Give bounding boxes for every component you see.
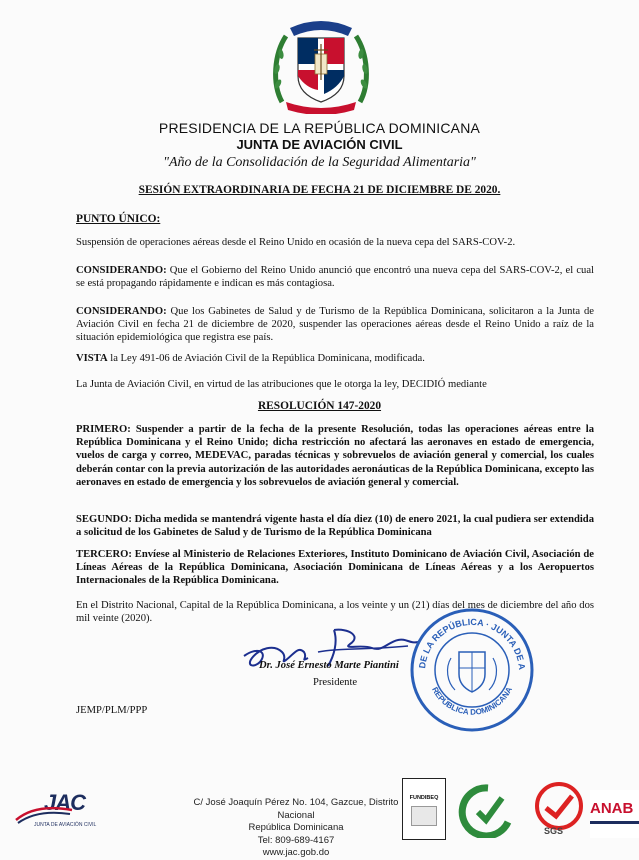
header-junta: JUNTA DE AVIACIÓN CIVIL <box>236 137 403 152</box>
anab-badge <box>590 790 639 838</box>
sgs-label: SGS <box>544 826 564 836</box>
header-motto: "Año de la Consolidación de la Seguridad Alimentaria" <box>163 155 476 170</box>
vista-text: la Ley 491-06 de Aviación Civil de la República Dominicana, modificada. <box>107 353 425 364</box>
footer-phone: Tel: 809-689-4167 <box>257 834 335 846</box>
stamp-bottom-text: REPÚBLICA DOMINICANA <box>430 685 514 717</box>
footer-contact <box>176 797 416 860</box>
vista-label: VISTA <box>76 353 108 364</box>
stamp-top-text: DE LA REPÚBLICA · JUNTA DE A <box>417 616 527 670</box>
jac-logo-subtitle: JUNTA DE AVIACIÓN CIVIL <box>34 822 97 828</box>
footer-address: C/ José Joaquín Pérez No. 104, Gazcue, Distrito Nacional <box>193 797 399 821</box>
anab-label: ANAB <box>590 800 634 817</box>
vista <box>76 352 594 365</box>
decidio-text: La Junta de Aviación Civil, en virtud de las atribuciones que le otorga la ley, DECIDIÓ mediante <box>76 379 487 390</box>
considerando-2-label: CONSIDERANDO: <box>76 306 167 317</box>
document-initials: JEMP/PLM/PPP <box>76 705 148 716</box>
resolucion-title: RESOLUCIÓN 147-2020 <box>257 400 382 412</box>
article-tercero: TERCERO: Envíese al Ministerio de Relaciones Exteriores, Instituto Dominicano de Aviación Civil, Asociación de Líneas Aéreas de la República Dominicana, Asociación Dominicana de Líneas Aéreas y a los Aeropuertos Internacionales de la República Dominicana. <box>76 549 594 587</box>
article-segundo: SEGUNDO: Dicha medida se mantendrá vigente hasta el día diez (10) de enero 2021, la cual pudiera ser extendida a solicitud de los Gabinetes de Salud y de Turismo de la República Dominicana <box>76 514 594 539</box>
svg-text:PRESIDENCIA DE LA REPÚBLICA · <box>407 606 527 671</box>
quality-logo <box>458 782 514 838</box>
footer-website[interactable]: www.jac.gob.do <box>262 847 330 858</box>
sgs-badge <box>532 782 586 838</box>
considerando-1 <box>76 264 594 290</box>
jac-logo <box>14 790 104 836</box>
official-stamp <box>407 606 537 734</box>
fundibeq-badge <box>402 778 446 840</box>
header-presidencia: PRESIDENCIA DE LA REPÚBLICA DOMINICANA <box>158 120 481 136</box>
session-title: SESIÓN EXTRAORDINARIA DE FECHA 21 DE DICIEMBRE DE 2020. <box>138 184 501 196</box>
considerando-2 <box>76 305 594 345</box>
considerando-1-text: Que el Gobierno del Reino Unido anunció que encontró una nueva cepa del SARS-COV-2, el cual se está propagando rápidamente e indican es más contagiosa. <box>76 265 594 290</box>
considerando-2-text: Que los Gabinetes de Salud y de Turismo de la República Dominicana, solicitaron a la Junta de Aviación Civil en fecha 21 de diciembre de 2020, suspender las operaciones aéreas desde el Reino Unido a raíz de la situación epidemiológica que registra ese país. <box>76 306 594 344</box>
punto-unico-text: Suspensión de operaciones aéreas desde el Reino Unido en ocasión de la nueva cepa del SARS-COV-2. <box>76 237 516 248</box>
considerando-1-label: CONSIDERANDO: <box>76 265 167 276</box>
punto-unico-heading: PUNTO ÚNICO: <box>76 213 161 225</box>
signatory-title: Presidente <box>313 677 358 688</box>
footer-country: República Dominicana <box>248 822 344 833</box>
coat-of-arms <box>268 14 374 114</box>
fundibeq-label: FUNDIBEQ <box>409 795 439 801</box>
article-primero: PRIMERO: Suspender a partir de la fecha de la presente Resolución, todas las operaciones aéreas entre la República Dominicana y el Reino Unido; dicha restricción no afectará las aeronaves en estado de emergencia, vuelos de carga y correo, MEDEVAC, paradas técnicas y sobrevuelos de aviación general y comercial, los cuales deberán contar con la previa autorización de las autoridades aeronáuticas de la República Dominicana, excepto las aeronaves en estado de emergencia y los sobrevuelos de aviación general y comercial. <box>76 424 594 488</box>
signatory-name: Dr. José Ernesto Marte Piantini <box>259 660 399 671</box>
jac-logo-text: JAC <box>44 790 86 815</box>
closing-text: En el Distrito Nacional, Capital de la República Dominicana, a los veinte y un (21) días del mes de diciembre del año dos mil veinte (2020). <box>76 600 594 625</box>
